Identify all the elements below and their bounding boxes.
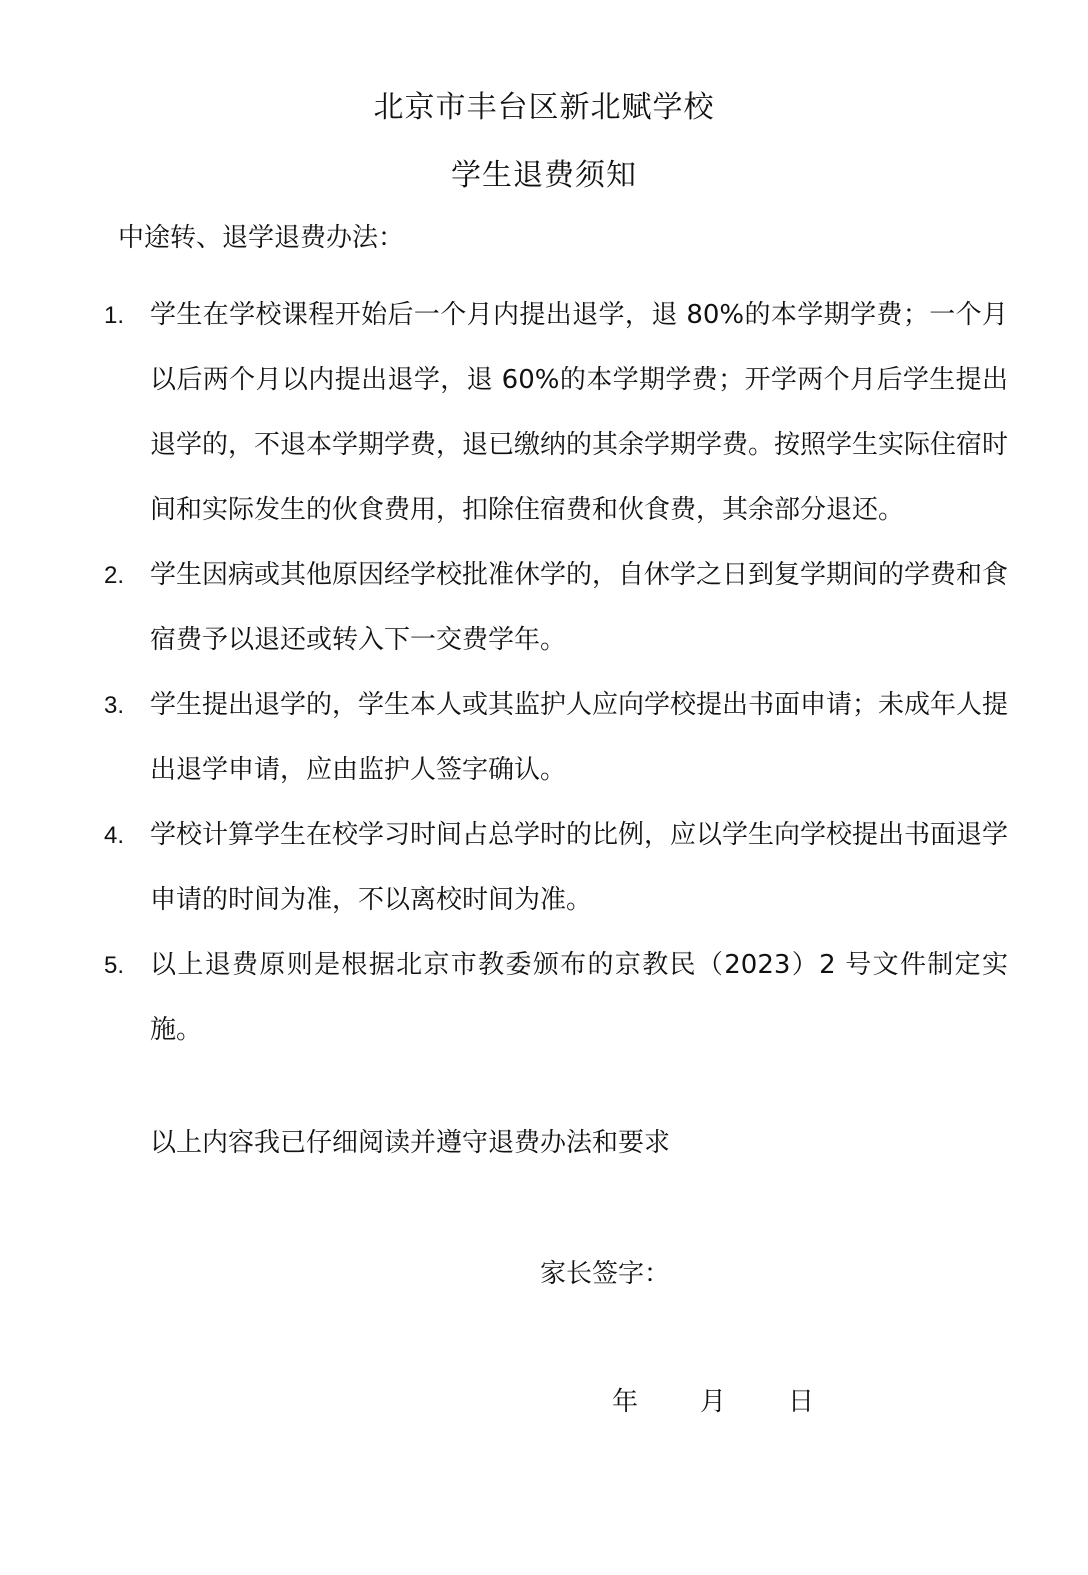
rule-item-5	[0, 933, 1008, 1063]
rule-text: 学生提出退学的，学生本人或其监护人应向学校提出书面申请；未成年人提出退学申请，应由监护人签字确认。	[150, 690, 1009, 785]
rule-number: 2.	[104, 562, 125, 589]
rule-number: 3.	[104, 692, 125, 719]
rule-item-4	[0, 803, 1008, 933]
document-title: 学生退费须知	[451, 158, 637, 193]
rule-item-1	[0, 283, 1008, 543]
rules-list	[0, 283, 1088, 1063]
school-name: 北京市丰台区新北赋学校	[373, 90, 715, 125]
date-year-label: 年	[612, 1387, 639, 1417]
intro-heading: 中途转、退学退费办法：	[118, 223, 405, 253]
rule-number: 5.	[104, 952, 125, 979]
rule-item-2	[0, 543, 1008, 673]
rule-text: 学生在学校课程开始后一个月内提出退学，退 80%的本学期学费；一个月以后两个月以内提出退学，退 60%的本学期学费；开学两个月后学生提出退学的，不退本学期学费，退已缴纳的其余学期学费。按照学生实际住宿时间和实际发生的伙食费用，扣除住宿费和伙食费，其余部分退还。	[150, 300, 1009, 525]
rule-item-3	[0, 673, 1008, 803]
rule-text: 学生因病或其他原因经学校批准休学的，自休学之日到复学期间的学费和食宿费予以退还或转入下一交费学年。	[150, 560, 1009, 655]
rule-text: 学校计算学生在校学习时间占总学时的比例，应以学生向学校提出书面退学申请的时间为准，不以离校时间为准。	[150, 820, 1009, 915]
rule-number: 1.	[104, 302, 125, 329]
rule-number: 4.	[104, 822, 125, 849]
rule-text: 以上退费原则是根据北京市教委颁布的京教民（2023）2 号文件制定实施。	[150, 950, 1008, 1045]
date-month-label: 月	[700, 1387, 727, 1417]
date-day-label: 日	[788, 1387, 815, 1417]
confirmation-statement: 以上内容我已仔细阅读并遵守退费办法和要求	[150, 1128, 671, 1158]
parent-signature-label: 家长签字：	[540, 1259, 671, 1289]
